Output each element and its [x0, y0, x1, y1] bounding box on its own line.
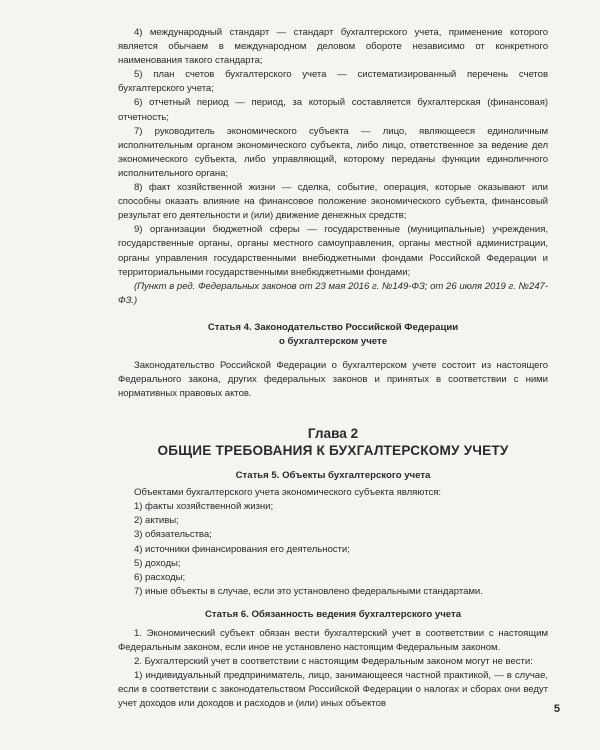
article-5-item: 7) иные объекты в случае, если это установлено федеральными стандартами.: [134, 585, 483, 597]
article-4-text: Законодательство Российской Федерации о бухгалтерском учете состоит из настоящего Федерального закона, других федеральных законов и принятых в соответствии с ними нормативных правовых актов.: [118, 359, 548, 400]
chapter-heading: [118, 425, 548, 459]
article-5-intro: Объектами бухгалтерского учета экономического субъекта являются:: [134, 487, 441, 499]
definition-item: 5) план счетов бухгалтерского учета — систематизированный перечень счетов бухгалтерского учета;: [118, 69, 548, 95]
article-6-title: Статья 6. Обязанность ведения бухгалтерского учета: [204, 608, 462, 620]
definition-item: 9) организации бюджетной сферы — государственные (муниципальные) учреждения, государственные органы, органы местного самоуправления, органы местной администрации, органы управления государственными внебюджетными фондами Российской Федерации и территориальными государственными внебюджетными фондами;: [118, 224, 548, 278]
chapter-title: ОБЩИЕ ТРЕБОВАНИЯ К БУХГАЛТЕРСКОМУ УЧЕТУ: [157, 443, 509, 459]
article-6-paragraph: 1. Экономический субъект обязан вести бухгалтерский учет в соответствии с настоящим Федеральным законом, если иное не установлено настоящим Федеральным законом.: [118, 627, 548, 653]
chapter-number: Глава 2: [307, 426, 359, 442]
page-number: 5: [553, 703, 560, 715]
definition-item: 8) факт хозяйственной жизни — сделка, событие, операция, которые оказывают или способны оказать влияние на финансовое положение экономического субъекта, финансовый результат его деятельности и (или) движение денежных средств;: [118, 182, 548, 222]
article-4-title-line2: о бухгалтерском учете: [278, 335, 388, 347]
article-5-item: 5) доходы;: [134, 557, 181, 569]
definition-item: 4) международный стандарт — стандарт бухгалтерского учета, применение которого является обычаем в международном деловом обороте независимо от конкретного наименования такого стандарта;: [118, 27, 548, 67]
article-5: [118, 469, 548, 599]
article-6-paragraph: 1) индивидуальный предприниматель, лицо, занимающееся частной практикой, — в случае, если в соответствии с законодательством Российской Федерации о налогах и сборах они ведут учет доходов или доходов и расходов и (или) иных объектов: [118, 670, 548, 710]
definition-item: 6) отчетный период — период, за который составляется бухгалтерская (финансовая) отчетность;: [118, 97, 548, 123]
article-5-item: 4) источники финансирования его деятельности;: [134, 543, 350, 555]
article-5-title: Статья 5. Объекты бухгалтерского учета: [235, 470, 431, 482]
definitions-list: [118, 26, 548, 308]
article-4-title-line1: Статья 4. Законодательство Российской Федерации: [207, 321, 459, 333]
article-5-item: 1) факты хозяйственной жизни;: [134, 501, 274, 513]
article-5-item: 3) обязательства;: [134, 529, 212, 541]
article-5-item: 6) расходы;: [134, 571, 186, 583]
definition-item: 7) руководитель экономического субъекта — лицо, являющееся единоличным исполнительным органом экономического субъекта, либо лицо, ответственное за ведение дел экономического субъекта, либо управляющий, которому переданы функции единоличного исполнительного органа;: [118, 125, 548, 179]
article-4: [118, 321, 548, 401]
amendment-note: (Пункт в ред. Федеральных законов от 23 мая 2016 г. №149-ФЗ; от 26 июля 2019 г. №247-ФЗ.): [118, 280, 548, 306]
article-6-paragraph: 2. Бухгалтерский учет в соответствии с настоящим Федеральным законом могут не вести:: [134, 656, 533, 668]
article-6: [118, 608, 548, 712]
article-5-item: 2) активы;: [134, 515, 179, 527]
